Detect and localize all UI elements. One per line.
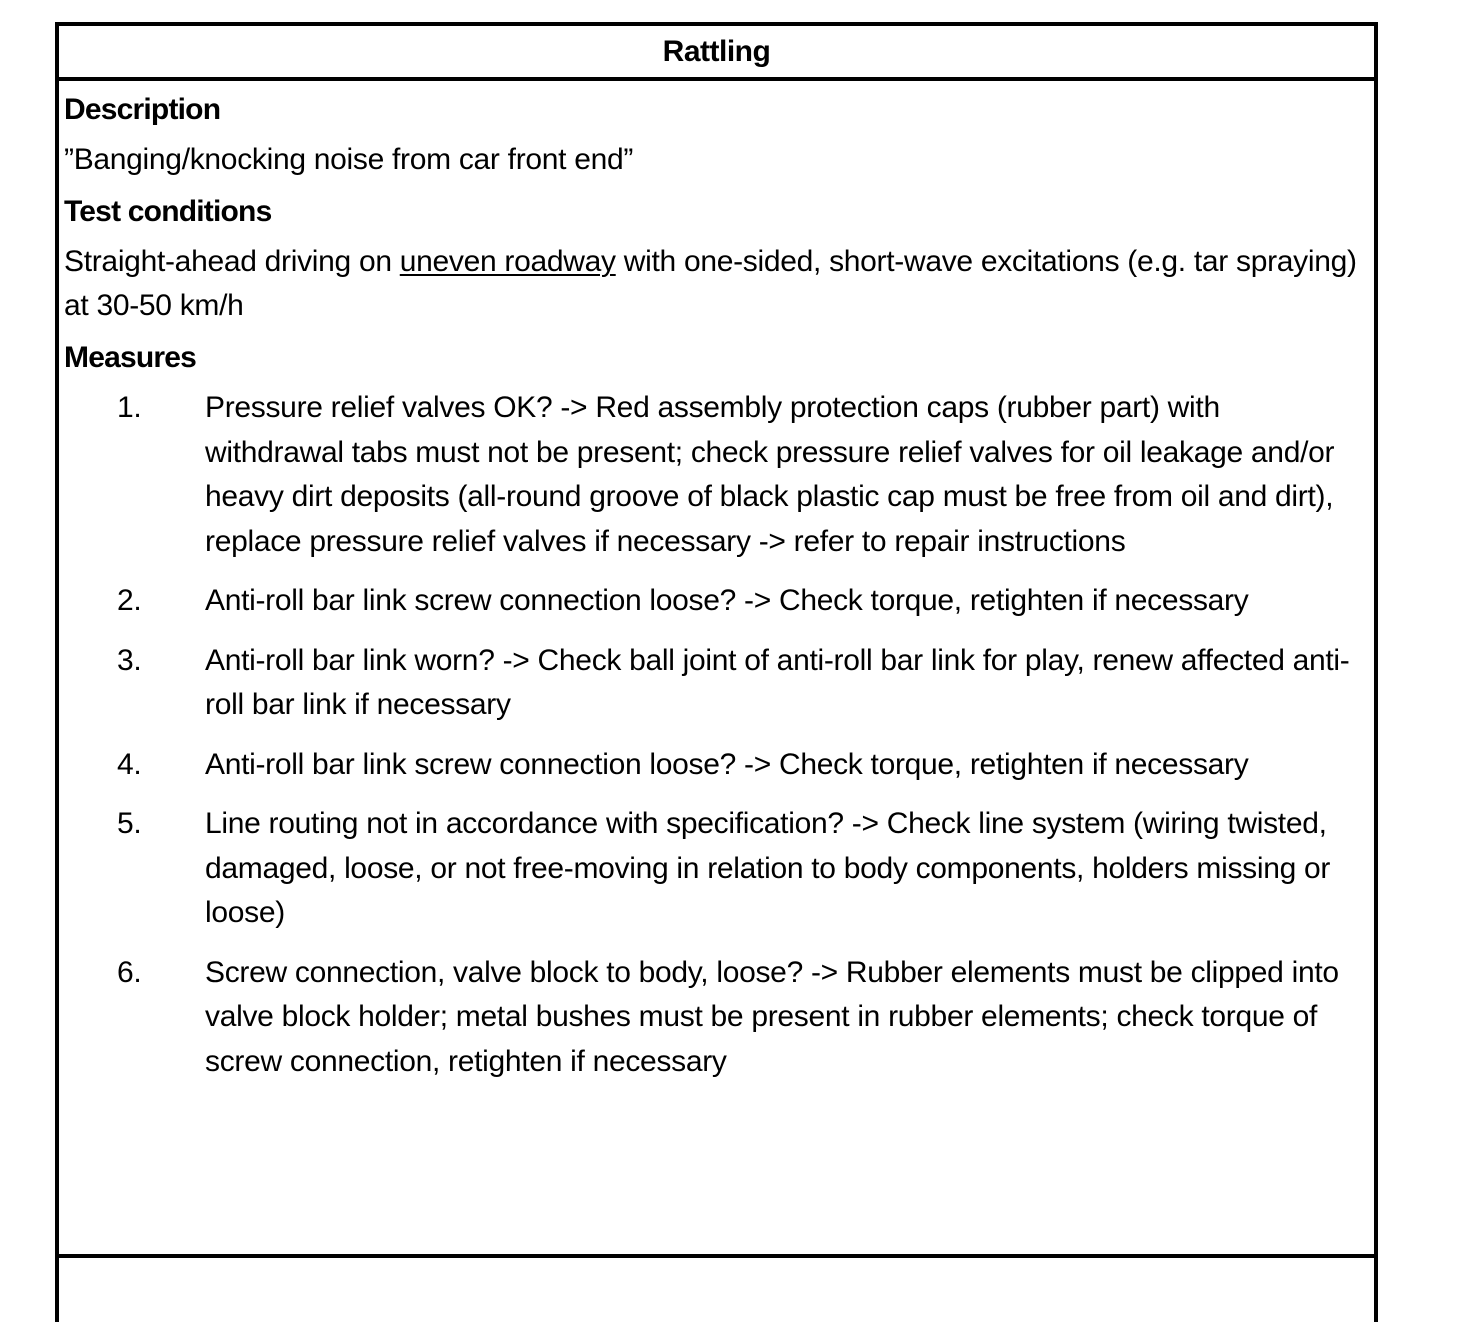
test-conditions-text-before: Straight-ahead driving on [64,245,400,278]
measure-item [64,386,1362,564]
measure-number: 1. [117,391,142,424]
description-text: ”Banging/knocking noise from car front end” [64,143,634,176]
measure-item [64,743,1362,788]
measure-item [64,639,1362,728]
measure-number: 5. [117,807,142,840]
measure-number: 3. [117,643,142,677]
measure-text: Anti-roll bar link screw connection loose? -> Check torque, retighten if necessary [205,747,1249,781]
test-conditions-text [64,240,1362,328]
test-conditions-heading: Test conditions [64,195,272,228]
measure-text: Line routing not in accordance with specification? -> Check line system (wiring twisted, damaged, loose, or not free-moving in relation to body components, holders missing or loose) [205,807,1331,929]
measure-text: Anti-roll bar link worn? -> Check ball joint of anti-roll bar link for play, renew affected anti-roll bar link if necessary [205,643,1350,721]
measure-number: 6. [117,955,142,989]
measure-text: Screw connection, valve block to body, loose? -> Rubber elements must be clipped into valve block holder; metal bushes must be present in rubber elements; check torque of screw connection, retighten if necessary [205,955,1339,1078]
uneven-roadway-term: uneven roadway [399,245,616,278]
measure-text: Anti-roll bar link screw connection loose? -> Check torque, retighten if necessary [205,584,1249,617]
measure-number: 4. [117,747,142,781]
measure-item [64,951,1362,1085]
description-heading: Description [64,93,221,126]
table-body-cell [59,88,1374,1258]
measures-list [64,386,1362,1084]
measure-text: Pressure relief valves OK? -> Red assembly protection caps (rubber part) with withdrawal tabs must not be present; check pressure relief valves for oil leakage and/or heavy dirt deposits (all-round groove of black plastic cap must be free from oil and dirt), replace pressure relief valves if necessary -> refer to repair instructions [205,391,1335,558]
measure-number: 2. [117,584,142,617]
measure-item [64,579,1362,624]
measures-heading: Measures [64,341,197,374]
table-title: Rattling [59,26,1374,81]
test-conditions-text-after: with one-sided, short-wave excitations (e.g. tar spraying) at 30-50 km/h [64,245,1357,322]
rattling-table [55,22,1378,1322]
measure-item [64,802,1362,936]
